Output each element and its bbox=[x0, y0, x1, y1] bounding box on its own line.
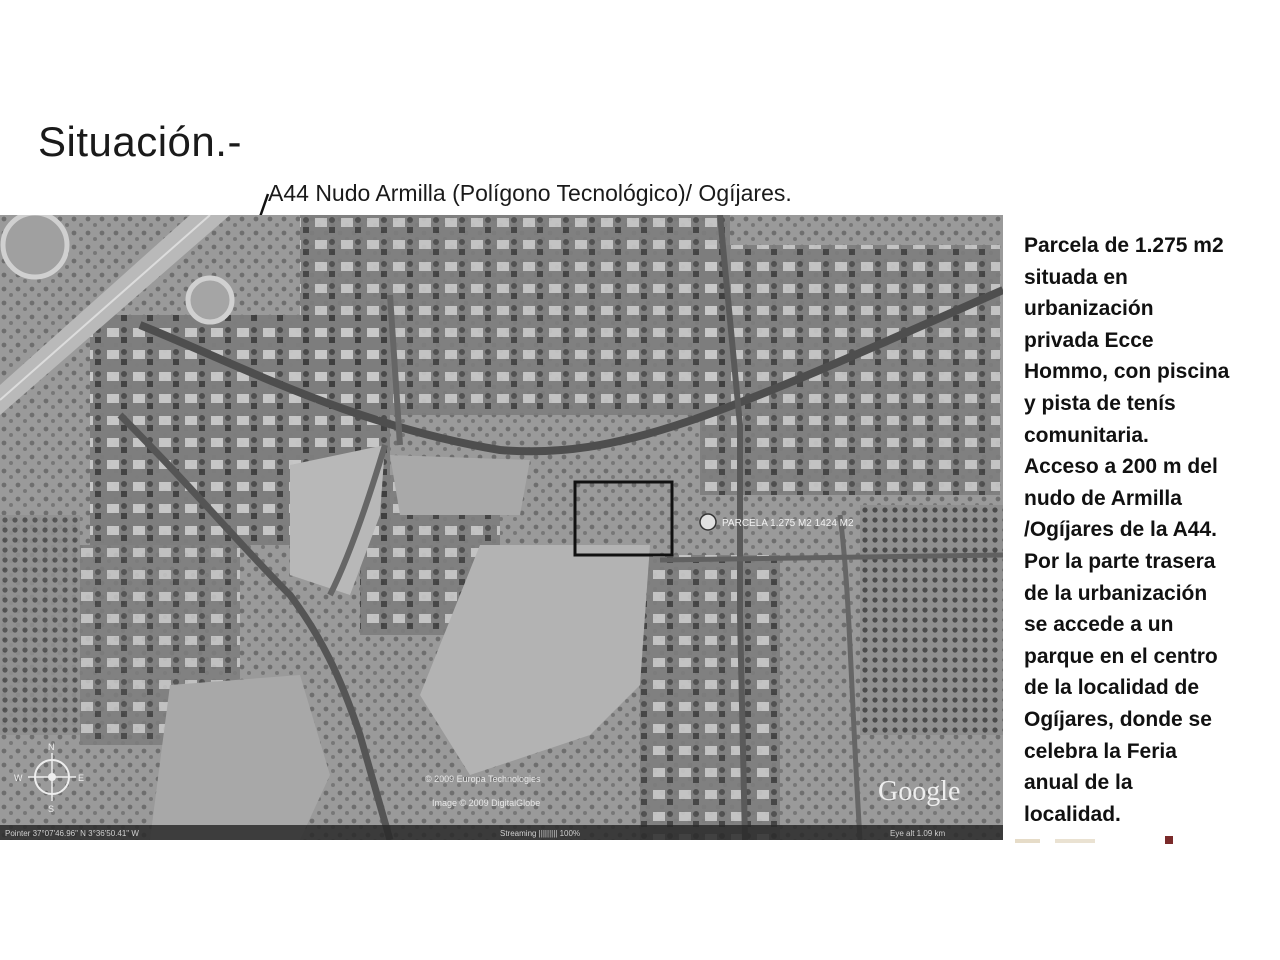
description-line: Parcela de 1.275 m2 bbox=[1024, 234, 1224, 257]
copyright-line2: Image © 2009 DigitalGlobe bbox=[432, 798, 541, 808]
description-line: privada Ecce bbox=[1024, 328, 1154, 352]
description-line: localidad. bbox=[1024, 802, 1121, 826]
description-line: Hommo, con piscina bbox=[1024, 360, 1230, 384]
description-line: de la urbanización bbox=[1024, 581, 1208, 605]
description-line: y pista de tenís bbox=[1024, 391, 1176, 415]
description-line: nudo de Armilla bbox=[1024, 486, 1182, 510]
svg-text:E: E bbox=[78, 773, 85, 783]
svg-text:S: S bbox=[48, 804, 55, 814]
description-line: de la localidad de bbox=[1024, 676, 1200, 700]
location-annotation: A44 Nudo Armilla (Polígono Tecnológico)/ Ogíjares. bbox=[268, 180, 792, 206]
parcel-label: PARCELA 1.275 M2 1424 M2 bbox=[722, 518, 854, 529]
page-title: Situación.- bbox=[38, 118, 242, 165]
status-streaming: Streaming ||||||||| 100% bbox=[500, 829, 581, 838]
description-line: situada en bbox=[1024, 265, 1128, 289]
description-line: Ogíjares, donde se bbox=[1024, 707, 1212, 731]
copyright-line1: © 2009 Europa Technologies bbox=[425, 774, 541, 784]
description-line: /Ogíjares de la A44. bbox=[1024, 518, 1217, 542]
aerial-image bbox=[0, 215, 1003, 840]
description-line: anual de la bbox=[1024, 771, 1133, 795]
description-line: comunitaria. bbox=[1024, 423, 1149, 447]
description-line: Acceso a 200 m del bbox=[1024, 455, 1218, 479]
description-line: se accede a un bbox=[1024, 613, 1174, 637]
status-eye-alt: Eye alt 1.09 km bbox=[890, 829, 946, 838]
description-line: celebra la Feria bbox=[1024, 739, 1177, 763]
decorative-scrap bbox=[1015, 836, 1185, 846]
satellite-map[interactable] bbox=[0, 215, 1003, 840]
parcel-description bbox=[1024, 230, 1264, 830]
description-line: Por la parte trasera bbox=[1024, 549, 1216, 573]
description-line: parque en el centro bbox=[1024, 644, 1218, 668]
status-coordinates: Pointer 37°07'46.96" N 3°36'50.41" W bbox=[5, 829, 139, 838]
svg-text:N: N bbox=[48, 742, 55, 752]
description-line: urbanización bbox=[1024, 297, 1154, 321]
svg-text:W: W bbox=[14, 773, 23, 783]
google-watermark: Google bbox=[878, 776, 961, 807]
